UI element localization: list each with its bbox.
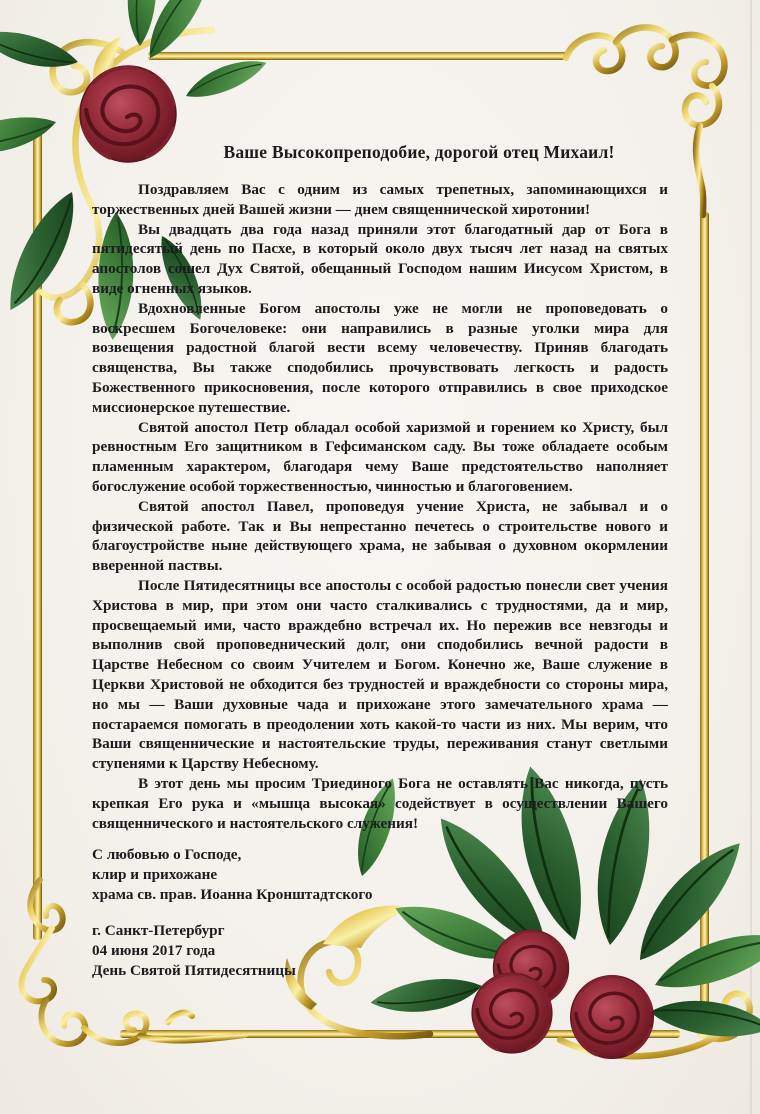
letter-paragraph: После Пятидесятницы все апостолы с особой радостью понесли свет учения Христова в мир, при этом они часто сталкивались с трудностями, да и мир, просвещаемый ими, часто враждебно встречал их. Но пережив все невзгоды и выполнив свой проповеднический долг, они сподобились вечной радости в Царстве Небесном со своим Учителем и Богом. Конечно же, Ваше служение в Церкви Христовой не обходится без трудностей и враждебности со стороны мира, но мы — Ваши духовные чада и прихожане этого замечательного храма — постараемся помогать в преодолении хоть какой-то части из них. Мы верим, что Ваши священнические и настоятельские труды, переживания станут светлыми ступенями к Царству Небесному. bbox=[92, 576, 668, 773]
letter-paragraph: Вдохновленные Богом апостолы уже не могли не проповедовать о воскресшем Богочеловеке: они направились в разные уголки мира для возвещения радостной благой вести всему человечеству. Приняв благодать священства, Вы также сподобились прочувствовать легкость и радость Божественного прикосновения, после которого отправились в свое приходское миссионерское путешествие. bbox=[92, 299, 668, 416]
dateline-feast: День Святой Пятидесятницы bbox=[92, 962, 296, 980]
letter-paragraph: Святой апостол Петр обладал особой харизмой и горением ко Христу, был ревностным Его защитником в Гефсиманском саду. Вы тоже обладаете особым пламенным характером, благодаря чему Ваше предстоятельство наполняет богослужение особой торжественностью, чинностью и благоговением. bbox=[92, 418, 668, 495]
rose-icon bbox=[571, 976, 654, 1059]
letter-paragraph: В этот день мы просим Триединого Бога не оставлять Вас никогда, пусть крепкая Его рука и «мышца высокая» содействует в осуществлении Вашего священнического и настоятельского служения! bbox=[92, 774, 668, 832]
closing-line: храма св. прав. Иоанна Кронштадтского bbox=[92, 886, 373, 904]
closing-line: С любовью о Господе, bbox=[92, 846, 242, 864]
letter-paragraph: Вы двадцать два года назад приняли этот благодатный дар от Бога в пятидесятый день по Пасхе, в который около двух тысяч лет назад на святых апостолов сошел Дух Святой, обещанный Господом нашим Иисусом Христом, в виде огненных языков. bbox=[92, 220, 668, 297]
closing-line: клир и прихожане bbox=[92, 866, 218, 884]
letter-salutation: Ваше Высокопреподобие, дорогой отец Михаил! bbox=[223, 142, 615, 162]
letter-dateline bbox=[92, 921, 668, 981]
letter-paragraph: Святой апостол Павел, проповедуя учение Христа, не забывал и о физической работе. Так и Вы непрестанно печетесь о строительстве нового и благоустройстве ныне действующего храма, не забывая о духовном окормлении вверенной паствы. bbox=[92, 497, 668, 575]
dateline-date: 04 июня 2017 года bbox=[92, 942, 216, 960]
rose-icon bbox=[472, 973, 552, 1053]
leaf-icon bbox=[181, 54, 271, 104]
letter-text-block bbox=[92, 142, 668, 981]
leaf-icon bbox=[0, 112, 59, 159]
leaf-icon bbox=[369, 976, 483, 1015]
letter-paragraph: Поздравляем Вас с одним из самых трепетных, запоминающихся и торжественных дней Вашей жизни — днем священнической хиротонии! bbox=[92, 181, 668, 218]
letter-closing bbox=[92, 845, 668, 905]
frame-top-line bbox=[148, 52, 568, 60]
dateline-city: г. Санкт-Петербург bbox=[92, 922, 225, 940]
